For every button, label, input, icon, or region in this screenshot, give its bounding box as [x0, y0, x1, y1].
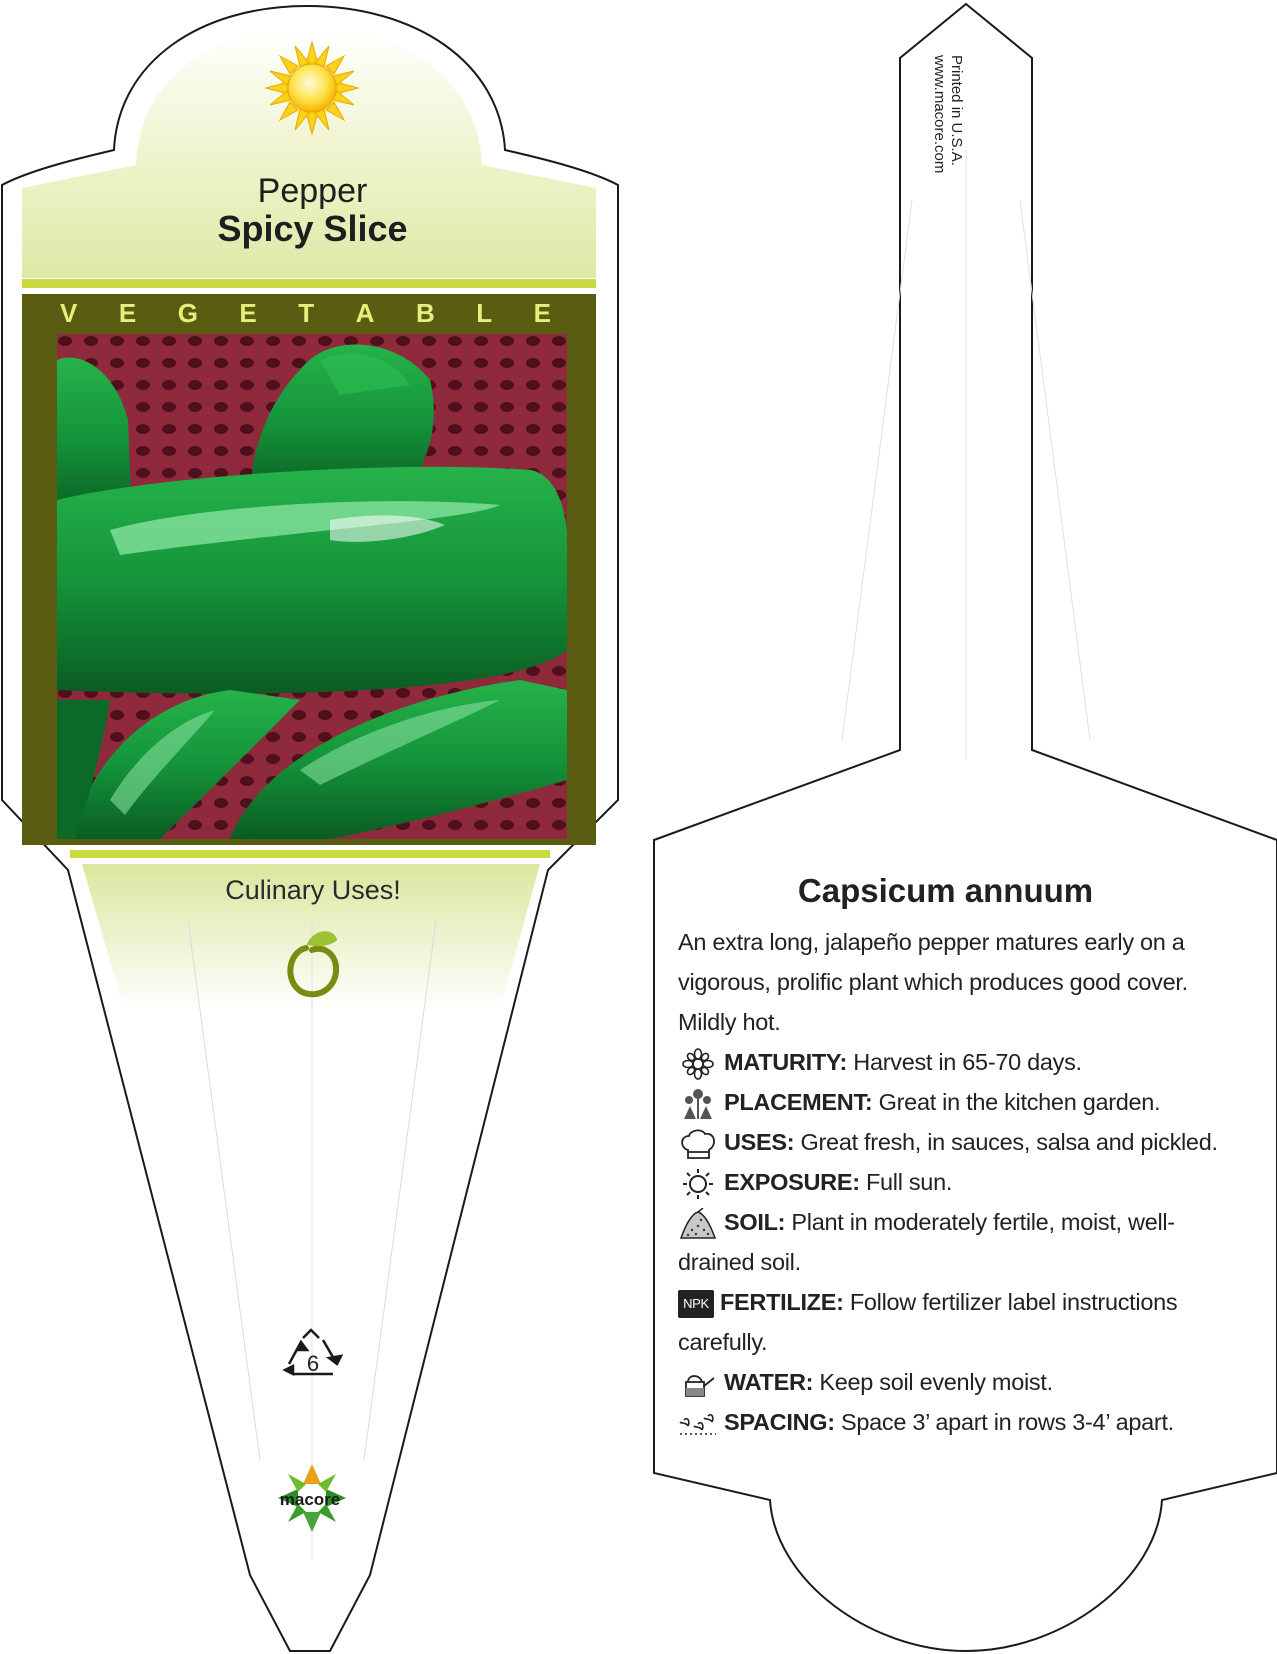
care-text: Follow fertilizer label instructions carefully.	[678, 1289, 1178, 1355]
category-letter: B	[415, 297, 435, 328]
plants-icon	[678, 1088, 718, 1120]
care-uses	[678, 1122, 1233, 1162]
care-text: Space 3’ apart in rows 3-4’ apart.	[834, 1409, 1174, 1435]
printed-info	[931, 55, 965, 215]
care-fertilize	[678, 1282, 1233, 1362]
care-label: FERTILIZE:	[720, 1289, 844, 1315]
category-letter: E	[533, 297, 551, 328]
npk-icon	[678, 1290, 714, 1318]
sun-icon	[266, 42, 358, 134]
care-text: Great fresh, in sauces, salsa and pickled.	[794, 1129, 1218, 1155]
npk-label: NPK	[683, 1295, 709, 1311]
printed-website: www.macore.com	[931, 55, 948, 174]
care-maturity	[678, 1042, 1233, 1082]
category-letter: T	[298, 297, 315, 328]
pepper-photo	[57, 334, 568, 839]
description: An extra long, jalapeño pepper matures early on a vigorous, prolific plant which produces good cover. Mildly hot.	[678, 929, 1188, 1035]
care-text: Harvest in 65-70 days.	[847, 1049, 1082, 1075]
watering-can-icon	[678, 1368, 718, 1400]
category-letter: E	[118, 297, 137, 328]
care-placement	[678, 1082, 1233, 1122]
printed-location: Printed in U.S.A.	[948, 55, 965, 166]
care-soil	[678, 1202, 1233, 1282]
seedlings-icon	[678, 1408, 718, 1440]
header-divider	[22, 279, 596, 288]
care-text: Keep soil evenly moist.	[813, 1369, 1053, 1395]
care-label: SPACING:	[724, 1409, 835, 1435]
care-text: Great in the kitchen garden.	[872, 1089, 1161, 1115]
variety-name: Spicy Slice	[217, 208, 408, 249]
care-label: USES:	[724, 1129, 795, 1155]
recycle-icon	[286, 1333, 340, 1387]
soil-pile-icon	[678, 1208, 718, 1240]
care-label: PLACEMENT:	[724, 1089, 873, 1115]
photo-bottom-divider	[70, 850, 550, 858]
recycle-number: 6	[306, 1351, 320, 1376]
botanical-name: Capsicum annuum	[797, 872, 1094, 909]
chef-hat-icon	[678, 1128, 718, 1160]
category-band	[20, 296, 585, 330]
care-exposure	[678, 1162, 1233, 1202]
feature-text: Culinary Uses!	[225, 875, 401, 905]
care-spacing	[678, 1402, 1233, 1442]
common-name: Pepper	[257, 172, 368, 210]
care-label: WATER:	[724, 1369, 814, 1395]
care-water	[678, 1362, 1233, 1402]
flower-icon	[678, 1048, 718, 1080]
care-label: MATURITY:	[724, 1049, 848, 1075]
sun-outline-icon	[678, 1168, 718, 1200]
brand-name: macore	[279, 1490, 341, 1509]
brand-logo	[260, 1464, 360, 1534]
category-letter: E	[239, 297, 257, 328]
category-letter: V	[60, 297, 78, 328]
category-letter: L	[476, 297, 493, 328]
care-text: Full sun.	[859, 1169, 953, 1195]
care-label: SOIL:	[724, 1209, 786, 1235]
care-label: EXPOSURE:	[724, 1169, 860, 1195]
care-text: Plant in moderately fertile, moist, well-drained soil.	[678, 1209, 1175, 1275]
category-letter: A	[355, 297, 375, 328]
category-letter: G	[177, 297, 198, 328]
back-info	[678, 872, 1233, 1442]
